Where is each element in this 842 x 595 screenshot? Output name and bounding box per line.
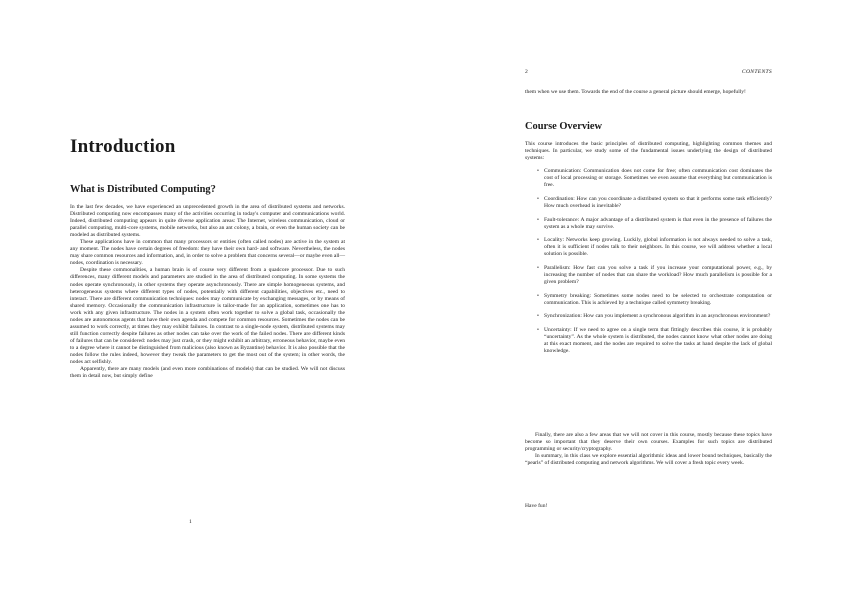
bullet-icon: • xyxy=(537,292,539,299)
paragraph: In the last few decades, we have experienced an unprecedented growth in the area of distributed systems and networks. Distributed computing now encompasses many of the activities occurring in today's computer and communications world. Indeed, distributed computing appears in quite diverse application areas: The Internet, wireless communication, cloud or parallel computing, multi-core systems, mobile networks, but also an ant colony, a brain, or even the human society can be modeled as distributed systems. xyxy=(70,204,345,239)
bullet-icon: • xyxy=(537,168,539,175)
page-number: 1 xyxy=(189,519,192,525)
running-head-title: CONTENTS xyxy=(741,69,772,75)
paragraph: them when we use them. Towards the end of the course a general picture should emerge, hopefully! xyxy=(525,89,746,95)
list-item xyxy=(537,327,772,355)
bullet-icon: • xyxy=(537,195,539,202)
topic-text: Parallelism: How fast can you solve a task if you increase your computational power, e.g., by increasing the number of nodes that can share the workload? How much parallelism is possible for a given problem? xyxy=(544,264,772,286)
topic-text: Uncertainty: If we need to agree on a single term that fittingly describes this course, it is probably “uncertainty”. As the whole system is distributed, the nodes cannot know what other nodes are doing at this exact moment, and the nodes are required to solve the tasks at hand despite the lack of global knowledge. xyxy=(544,327,772,355)
bullet-icon: • xyxy=(537,237,539,244)
right-page xyxy=(421,0,842,595)
bullet-icon: • xyxy=(537,216,539,223)
list-item xyxy=(537,168,772,189)
list-item xyxy=(537,313,772,320)
running-head xyxy=(525,69,772,75)
closing-paragraphs xyxy=(525,432,772,467)
list-item xyxy=(537,293,772,307)
chapter-title: Introduction xyxy=(70,136,176,157)
bullet-icon: • xyxy=(537,313,539,320)
signoff: Have fun! xyxy=(525,503,548,509)
paragraph: These applications have in common that many processors or entities (often called nodes) are active in the system at any moment. The nodes have certain degrees of freedom: they have their own hard- and software. Nevertheless, the nodes may share common resources and information, and, in order to solve a problem that concerns several—or maybe even all—nodes, coordination is necessary. xyxy=(70,239,345,267)
running-head-page-number: 2 xyxy=(525,69,528,75)
topic-text: Fault-tolerance: A major advantage of a distributed system is that even in the presence of failures the system as a whole may survive. xyxy=(544,216,772,230)
list-item xyxy=(537,196,772,210)
continued-paragraph xyxy=(525,89,772,96)
list-item xyxy=(537,217,772,231)
paragraph: In summary, in this class we explore essential algorithmic ideas and lower bound techniques, basically the “pearls” of distributed computing and network algorithms. We will cover a fresh topic every week. xyxy=(525,453,772,467)
list-item xyxy=(537,237,772,258)
overview-intro: This course introduces the basic principles of distributed computing, highlighting common themes and techniques. In particular, we study some of the fundamental issues underlying the design of distributed systems: xyxy=(525,141,772,162)
list-item xyxy=(537,265,772,286)
topic-text: Synchronization: How can you implement a synchronous algorithm in an asynchronous environment? xyxy=(544,313,771,320)
paragraph: Apparently, there are many models (and even more combinations of models) that can be studied. We will not discuss them in detail now, but simply define xyxy=(70,366,345,380)
topic-text: Communication: Communication does not come for free; often communication cost dominates the cost of local processing or storage. Sometimes we even assume that everything but communication is free. xyxy=(544,168,772,189)
course-overview-body xyxy=(525,141,772,362)
bullet-icon: • xyxy=(537,327,539,334)
paragraph: Despite these commonalities, a human brain is of course very different from a quadcore processor. Due to such differences, many different models and parameters are studied in the area of distributed computing. In some systems the nodes operate synchronously, in other systems they operate asynchronously. There are simple homogeneous systems, and heterogeneous systems where different types of nodes, potentially with different capabilities, objectives etc., need to interact. There are different communication techniques: nodes may communicate by exchanging messages, or by means of shared memory. Occasionally the communication infrastructure is tailor-made for an application, sometimes one has to work with any given infrastructure. The nodes in a system often work together to solve a global task, occasionally the nodes are autonomous agents that have their own agenda and compete for common resources. Sometimes the nodes can be assumed to work correctly, at times they may exhibit failures. In contrast to a single-node system, distributed systems may still function correctly despite failures as other nodes can take over the work of the failed nodes. There are different kinds of failures that can be considered: nodes may just crash, or they might exhibit an arbitrary, erroneous behavior, maybe even to a degree where it cannot be distinguished from malicious (also known as Byzantine) behavior. It is also possible that the nodes follow the rules indeed, however they tweak the parameters to get the most out of the system; in other words, the nodes act selfishly. xyxy=(70,267,345,366)
bullet-icon: • xyxy=(537,264,539,271)
left-body-text xyxy=(70,204,345,380)
topic-text: Coordination: How can you coordinate a distributed system so that it performs some task efficiently? How much overhead is inevitable? xyxy=(544,195,772,209)
section-title-what-is-distributed-computing: What is Distributed Computing? xyxy=(70,184,216,195)
paragraph: Finally, there are also a few areas that we will not cover in this course, mostly because these topics have become so important that they deserve their own courses. Examples for such topics are distributed programming or security/cryptography. xyxy=(525,432,772,453)
topic-text: Locality: Networks keep growing. Luckily, global information is not always needed to solve a task, often it is sufficient if nodes talk to their neighbors. In this course, we will address whether a local solution is possible. xyxy=(544,237,772,258)
topics-list xyxy=(525,168,772,355)
topic-text: Symmetry breaking: Sometimes some nodes need to be selected to orchestrate computation or communication. This is achieved by a technique called symmetry breaking. xyxy=(544,292,772,306)
section-title-course-overview: Course Overview xyxy=(525,121,603,132)
